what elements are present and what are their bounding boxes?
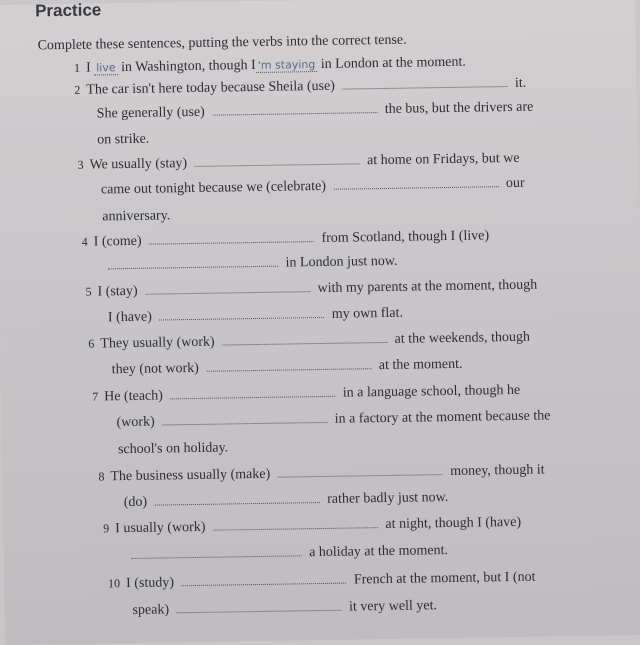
line-text: a holiday at the moment. [309,543,449,561]
answer-blank[interactable] [181,582,346,587]
answer-blank[interactable] [278,473,443,478]
line-text: it. [514,75,527,91]
line-text: the bus, but the drivers are [384,99,534,117]
line-text: She generally (use) [96,104,205,122]
exercise-line [102,208,170,225]
line-text: at home on Fridays, but we [367,150,520,169]
answer-blank[interactable] [177,609,342,614]
line-text: I (have) [107,309,152,326]
line-text: with my parents at the moment, though [317,277,538,297]
exercise-line [97,132,149,149]
line-text: money, though it [450,462,545,479]
answer-blank[interactable] [170,395,335,400]
exercise-line [124,490,449,511]
answer-blank[interactable] [222,341,387,346]
answer-blank[interactable] [132,554,302,559]
line-text: on strike. [97,131,150,148]
answer-blank[interactable] [206,367,371,372]
line-text: they (not work) [111,360,199,378]
line-text: in London just now. [285,253,398,271]
line-text: at the weekends, though [394,329,531,347]
line-text: anniversary. [102,208,171,225]
line-text: They usually (work) [100,334,215,352]
item-number: 6 [88,336,95,351]
answer-blank[interactable] [333,185,498,190]
answer-blank[interactable] [342,85,507,90]
instruction-text: Complete these sentences, putting the verbs into the correct tense. [37,32,407,54]
line-text: in London at the moment. [320,54,466,72]
line-text: We usually (stay) [89,156,188,173]
answer-blank[interactable] [159,316,324,321]
line-text: at night, though I (have) [385,514,522,532]
exercise-line [116,408,550,431]
exercise-line [74,76,526,99]
line-text: I (come) [93,233,142,250]
exercise-line [132,598,437,619]
answer-blank[interactable] [162,421,327,426]
line-text: it very well yet. [348,598,438,615]
line-text: rather badly just now. [327,490,449,507]
handwritten-answer: live [94,61,118,75]
line-text: in a factory at the moment because the [334,408,551,427]
item-number: 5 [85,284,92,299]
exercise-line [85,278,537,301]
line-text: The business usually (make) [110,466,271,485]
line-text: speak) [132,602,170,618]
exercise-line [103,515,521,538]
exercise-line [104,254,398,275]
exercise-line [74,55,466,77]
line-text: (do) [123,494,148,511]
answer-blank[interactable] [155,501,320,506]
item-number: 9 [103,521,110,536]
exercise-line [112,357,463,379]
item-number: 10 [108,576,121,591]
line-text: I (study) [125,575,175,592]
item-number: 4 [81,234,88,249]
line-text: in a language school, though he [342,382,521,401]
exercise-line [97,100,534,123]
line-text: in Washington, though I [120,57,256,76]
answer-blank[interactable] [213,526,378,531]
line-text: He (teach) [104,388,163,405]
line-text: came out tonight because we (celebrate) [100,178,327,198]
exercise-line [108,306,403,327]
exercise-line [101,176,525,199]
line-text: The car isn't here today because Sheila (use) [86,78,336,98]
line-text: school's on holiday. [117,440,229,458]
answer-blank[interactable] [145,290,310,295]
exercise-line [98,462,544,485]
line-text: I [85,60,91,76]
section-heading: Practice [34,0,102,21]
line-text: (work) [116,414,155,431]
exercise-line [118,440,228,458]
exercise-line [92,383,520,406]
line-text: I usually (work) [115,519,206,537]
item-number: 3 [77,157,84,172]
exercise-line [77,151,519,174]
exercise-line [108,570,536,593]
answer-blank[interactable] [149,240,314,245]
line-text: my own flat. [331,305,404,322]
item-number: 2 [74,82,81,97]
item-number: 1 [73,60,81,75]
line-text: our [505,175,525,192]
line-text: French at the moment, but I (not [353,569,536,588]
line-text: from Scotland, though I (live) [321,228,490,246]
exercise-line [82,228,490,250]
answer-blank[interactable] [195,162,360,167]
line-text: I (stay) [97,283,138,300]
line-text: at the moment. [378,356,463,374]
handwritten-answer: 'm staying [256,58,318,73]
exercise-line [128,543,449,564]
exercise-line [88,330,530,353]
item-number: 7 [92,389,99,404]
item-number: 8 [98,469,105,484]
answer-blank[interactable] [212,111,377,116]
answer-blank[interactable] [108,265,278,270]
